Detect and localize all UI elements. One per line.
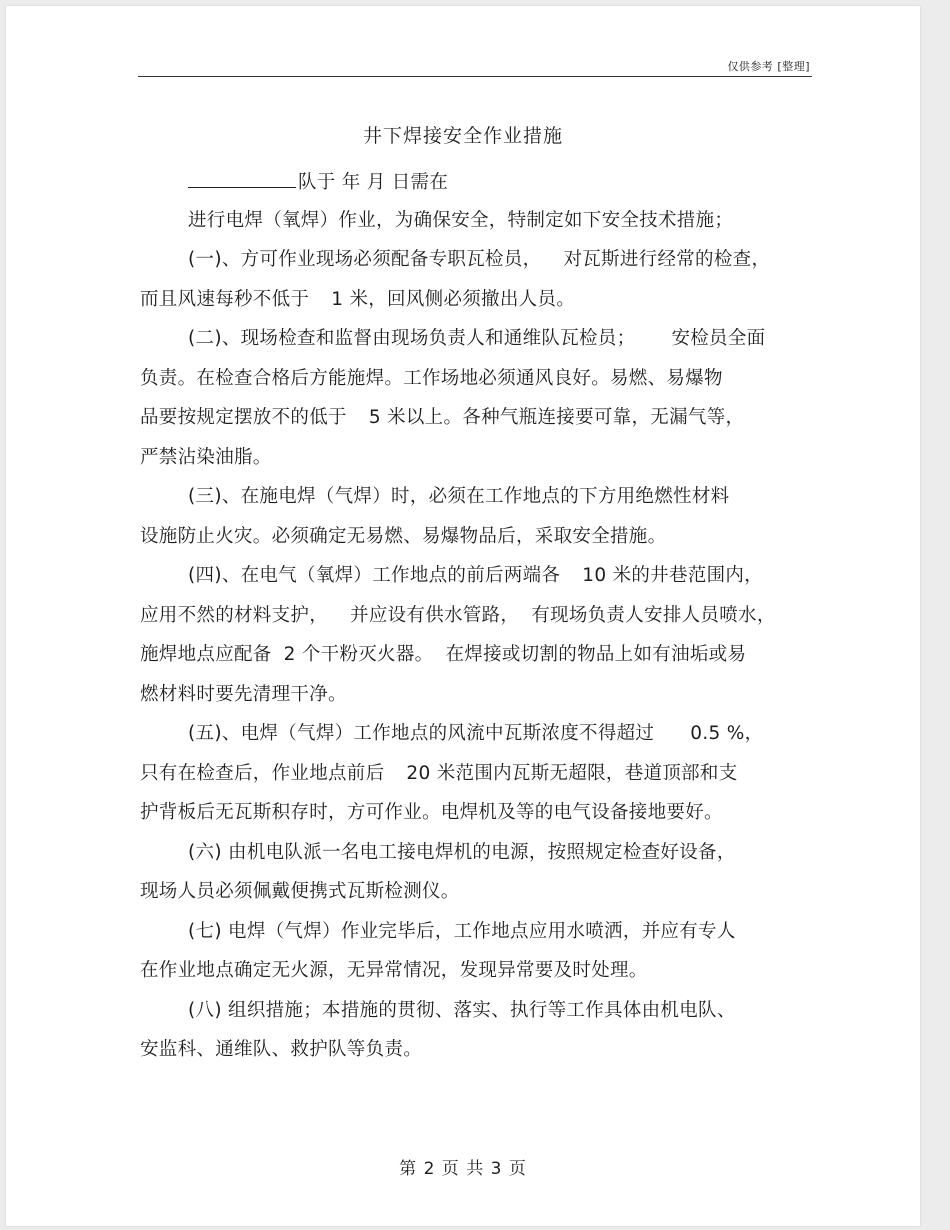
paragraph-6-line: (六) 由机电队派一名电工接电焊机的电源，按照规定检查好设备，: [188, 841, 736, 863]
paragraph-5-line: 只有在检查后，作业地点前后 20 米范围内瓦斯无超限，巷道顶部和支: [140, 762, 738, 784]
paragraph-7-line: 在作业地点确定无火源，无异常情况，发现异常要及时处理。: [140, 960, 648, 981]
intro-line: 进行电焊（氧焊）作业，为确保安全，特制定如下安全技术措施；: [188, 209, 734, 231]
document-title: 井下焊接安全作业措施: [362, 125, 563, 147]
paragraph-1-line: (一)、方可作业现场必须配备专职瓦检员， 对瓦斯进行经常的检查，: [188, 249, 771, 270]
paragraph-4-line: 燃材料时要先清理干净。: [140, 683, 347, 705]
paragraph-8-line: (八) 组织措施；本措施的贯彻、落实、执行等工作具体由机电队、: [188, 999, 736, 1021]
paragraph-7-line: (七) 电焊（气焊）作业完毕后，工作地点应用水喷洒，并应有专人: [188, 920, 736, 942]
paragraph-2-line: (二)、现场检查和监督由现场负责人和通维队瓦检员； 安检员全面: [188, 328, 766, 349]
paragraph-8-line: 安监科、通维队、救护队等负责。: [140, 1039, 423, 1060]
paragraph-6-line: 现场人员必须佩戴便携式瓦斯检测仪。: [140, 881, 460, 902]
document-body: [140, 161, 830, 1070]
paragraph-1-line: 而且风速每秒不低于 1 米，回风侧必须撤出人员。: [140, 288, 576, 310]
fill-in-blank: [188, 161, 296, 188]
paragraph-2-line: 负责。在检查合格后方能施焊。工作场地必须通风良好。易燃、易爆物: [140, 367, 723, 389]
paragraph-2-line: 严禁沾染油脂。: [140, 446, 272, 468]
header-rule: [138, 76, 812, 77]
paragraph-4-line: 施焊地点应配备 2 个干粉灭火器。 在焊接或切割的物品上如有油垢或易: [140, 644, 747, 665]
paragraph-2-line: 品要按规定摆放不的低于 5 米以上。各种气瓶连接要可靠，无漏气等，: [140, 407, 745, 428]
paragraph-3-line: (三)、在施电焊（气焊）时，必须在工作地点的下方用绝燃性材料: [188, 486, 730, 507]
paragraph-3-line: 设施防止火灾。必须确定无易燃、易爆物品后，采取安全措施。: [140, 525, 667, 547]
paragraph-5-line: 护背板后无瓦斯积存时，方可作业。电焊机及等的电气设备接地要好。: [140, 802, 723, 823]
document-page: [6, 6, 920, 1226]
paragraph-5-line: (五)、电焊（气焊）工作地点的风流中瓦斯浓度不得超过 0.5 %，: [188, 723, 764, 744]
intro-line: 队于 年 月 日需在: [140, 161, 830, 201]
page-number: 第 2 页 共 3 页: [399, 1159, 527, 1179]
header-tag: 仅供参考 [整理]: [727, 60, 810, 73]
paragraph-4-line: 应用不然的材料支护， 并应设有供水管路， 有现场负责人安排人员喷水，: [140, 604, 776, 626]
paragraph-4-line: (四)、在电气（氧焊）工作地点的前后两端各 10 米的井巷范围内，: [188, 565, 763, 586]
